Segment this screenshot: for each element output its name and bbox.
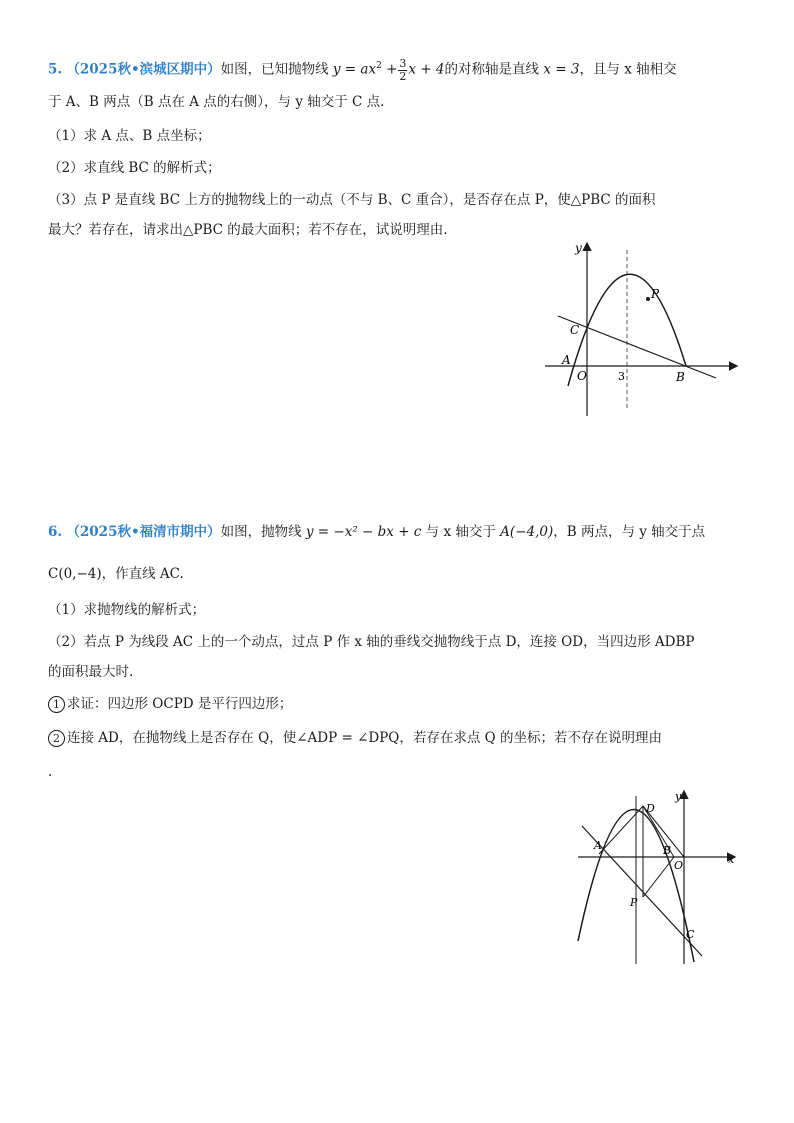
stem-text-c: ，且与 x 轴相交 xyxy=(579,61,677,78)
stem-text-b: 的对称轴是直线 xyxy=(444,61,540,78)
label-3: 3 xyxy=(618,370,625,383)
stem-text-c: ，B 两点，与 y 轴交于点 xyxy=(553,524,706,540)
equation-fraction: $\frac{3}{2}$ xyxy=(399,56,407,83)
problem-source: （2025秋•滨城区期中） xyxy=(66,61,221,78)
stem-text: 如图，已知抛物线 xyxy=(220,61,329,78)
point-P xyxy=(646,297,650,301)
problem-6-line-1 xyxy=(48,522,705,542)
point-A-coord: A(−4,0) xyxy=(500,524,554,540)
problem-5-line-1: 5. （2025秋•滨城区期中）如图，已知抛物线 $y = ax^2$ + $\frac{3}{2}$ x + 4的对称轴是直线 x = 3，且与 x 轴相交 xyxy=(48,56,677,83)
question-3-line-2: 最大？若存在，请求出△PBC 的最大面积；若不存在，试说明理由. xyxy=(48,222,448,238)
label-A: A xyxy=(594,839,602,852)
label-P: P xyxy=(651,287,660,301)
label-O: O xyxy=(577,369,587,383)
label-A: A xyxy=(562,353,571,367)
question-2: （2）求直线 BC 的解析式； xyxy=(48,160,221,176)
label-B: B xyxy=(676,370,685,384)
segment-BP xyxy=(643,857,674,897)
problem-6-line-2: C(0,−4)，作直线 AC. xyxy=(48,566,184,582)
question-2-line-2: 的面积最大时. xyxy=(48,664,134,680)
trailing-period: . xyxy=(48,764,53,780)
label-y: y xyxy=(575,241,582,255)
problem-5-figure xyxy=(540,238,750,420)
problem-6-figure xyxy=(570,786,745,968)
circled-number-2: 2 xyxy=(48,730,65,747)
label-x: x xyxy=(728,853,735,866)
question-2-line-1: （2）若点 P 为线段 AC 上的一个动点，过点 P 作 x 轴的垂线交抛物线于点 D，连接 OD，当四边形 ADBP xyxy=(48,634,695,650)
circled-number-1: 1 xyxy=(48,696,65,713)
problem-source: （2025秋•福清市期中） xyxy=(66,524,221,540)
equation-right: x + 4 xyxy=(408,61,445,78)
stem-text: 如图，抛物线 xyxy=(220,524,302,540)
label-C: C xyxy=(570,323,580,337)
label-B: B xyxy=(663,844,672,857)
problem-number: 5. xyxy=(48,61,63,78)
label-O: O xyxy=(674,859,684,872)
sub-question-2: 2 连接 AD，在抛物线上是否存在 Q，使∠ADP = ∠DPQ，若存在求点 Q 的坐标；若不存在说明理由 xyxy=(48,728,662,748)
equation: y = −x² − bx + c xyxy=(305,524,422,540)
stem-text-b: 与 x 轴交于 xyxy=(425,524,496,540)
sub-question-1: 1 求证：四边形 OCPD 是平行四边形； xyxy=(48,694,292,714)
axis-equation: x = 3 xyxy=(543,61,580,78)
question-1: （1）求 A 点、B 点坐标； xyxy=(48,128,211,144)
problem-number: 6. xyxy=(48,524,63,540)
question-3-line-1: （3）点 P 是直线 BC 上方的抛物线上的一动点（不与 B、C 重合），是否存在点 P，使△PBC 的面积 xyxy=(48,192,656,208)
label-C: C xyxy=(686,928,695,941)
question-1: （1）求抛物线的解析式； xyxy=(48,602,206,618)
label-y: y xyxy=(675,790,682,803)
equation-left: y = ax xyxy=(332,61,377,78)
label-P: P xyxy=(630,896,638,909)
label-D: D xyxy=(646,802,655,815)
problem-5-line-2: 于 A、B 两点（B 点在 A 点的右侧），与 y 轴交于 C 点. xyxy=(48,94,385,110)
